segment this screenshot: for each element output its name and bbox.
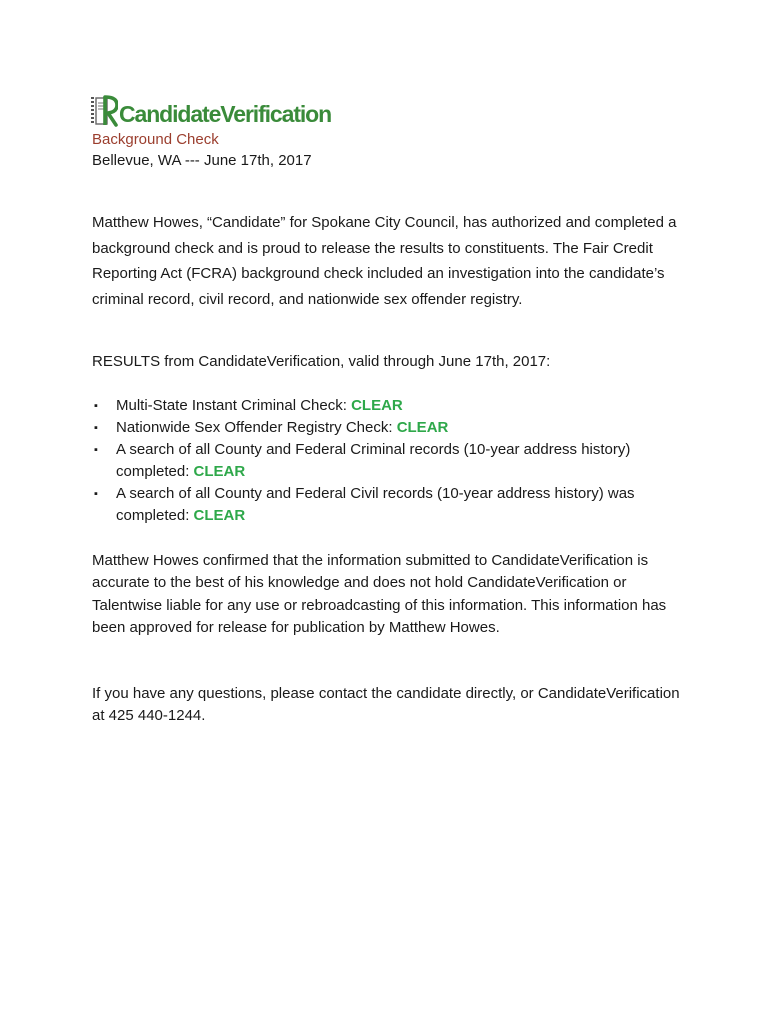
result-label: Nationwide Sex Offender Registry Check:: [116, 419, 397, 436]
candidate-verification-logo: [90, 92, 331, 128]
results-list: [92, 395, 692, 527]
list-item: [92, 439, 692, 483]
bullet-icon: ▪: [94, 400, 98, 412]
document-subtitle: Background Check: [92, 131, 219, 148]
document-check-logo-icon: [90, 94, 118, 128]
results-heading: RESULTS from CandidateVerification, valid through June 17th, 2017:: [92, 353, 551, 370]
list-item: [92, 395, 692, 417]
bullet-icon: ▪: [94, 488, 98, 500]
result-label: A search of all County and Federal Civil records (10-year address history) was completed:: [116, 485, 635, 524]
bullet-icon: ▪: [94, 444, 98, 456]
result-label: Multi-State Instant Criminal Check:: [116, 397, 352, 414]
logo-wordmark: CandidateVerification: [119, 101, 332, 127]
status-badge: CLEAR: [396, 419, 449, 436]
status-badge: CLEAR: [193, 507, 246, 524]
list-item: [92, 417, 692, 439]
intro-paragraph: Matthew Howes, “Candidate” for Spokane City Council, has authorized and completed a background check and is proud to release the results to constituents. The Fair Credit Reporting Act (FCRA) background check included an investigation into the candidate’s criminal record, civil record, and nationwide sex offender registry.: [92, 214, 677, 308]
confirmation-paragraph: Matthew Howes confirmed that the information submitted to CandidateVerification is accurate to the best of his knowledge and does not hold CandidateVerification or Talentwise liable for any use or rebroadcasting of this information. This information has been approved for release for publication by Matthew Howes.: [92, 552, 667, 636]
status-badge: CLEAR: [193, 463, 246, 480]
dateline: Bellevue, WA --- June 17th, 2017: [92, 152, 312, 169]
status-badge: CLEAR: [351, 397, 403, 414]
contact-paragraph: If you have any questions, please contact the candidate directly, or CandidateVerification at 425 440-1244.: [92, 685, 680, 725]
result-label: A search of all County and Federal Criminal records (10-year address history) completed:: [116, 441, 631, 480]
list-item: [92, 483, 692, 527]
bullet-icon: ▪: [94, 422, 98, 434]
